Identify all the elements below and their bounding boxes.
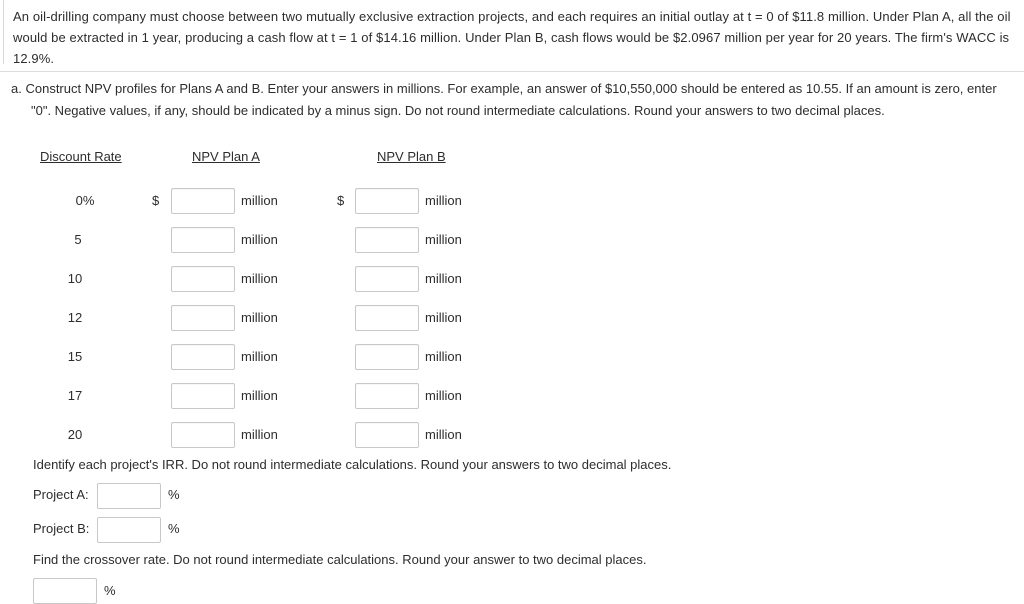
unit-label: million	[241, 232, 278, 247]
discount-rate-cell: 17	[67, 388, 83, 403]
header-npv-plan-a: NPV Plan A	[192, 149, 260, 164]
irr-project-a-input[interactable]	[97, 483, 161, 509]
discount-rate-cell: 15	[67, 349, 83, 364]
npv-plan-b-input[interactable]	[355, 305, 419, 331]
table-row	[0, 266, 1024, 292]
unit-label: million	[425, 232, 462, 247]
npv-plan-a-input[interactable]	[171, 422, 235, 448]
project-a-label: Project A:	[33, 487, 89, 502]
table-row	[0, 305, 1024, 331]
part-a-instructions: Construct NPV profiles for Plans A and B. Enter your answers in millions. For example, an answer of $10,550,000 should be entered as 10.55. If an amount is zero, enter "0". Negative values, if any, should be indicated by a minus sign. Do not round intermediate calculations. Round your answers to two decimal places.	[25, 81, 997, 118]
unit-label: million	[241, 388, 278, 403]
table-row	[0, 188, 1024, 214]
table-row	[0, 227, 1024, 253]
discount-rate-cell: 20	[67, 427, 83, 442]
unit-label: million	[241, 193, 278, 208]
percent-unit: %	[168, 521, 180, 536]
npv-plan-b-input[interactable]	[355, 344, 419, 370]
problem-intro: An oil-drilling company must choose between two mutually exclusive extraction projects, and each requires an initial outlay at t = 0 of $11.8 million. Under Plan A, all the oil would be extracted in 1 year, producing a cash flow at t = 1 of $14.16 million. Under Plan B, cash flows would be $2.0967 million per year for 20 years. The firm's WACC is 12.9%.	[13, 9, 1011, 66]
divider	[0, 71, 1024, 72]
currency-symbol: $	[152, 193, 160, 208]
unit-label: million	[425, 388, 462, 403]
discount-rate-cell: 5	[74, 232, 82, 247]
unit-label: million	[241, 349, 278, 364]
discount-rate-cell: 0%	[75, 193, 95, 208]
header-discount-rate: Discount Rate	[40, 149, 122, 164]
npv-plan-a-input[interactable]	[171, 227, 235, 253]
npv-plan-b-input[interactable]	[355, 188, 419, 214]
discount-rate-cell: 10	[67, 271, 83, 286]
table-row	[0, 344, 1024, 370]
unit-label: million	[425, 271, 462, 286]
percent-unit: %	[104, 583, 116, 598]
part-a-question	[11, 78, 1011, 121]
table-row	[0, 383, 1024, 409]
npv-plan-b-input[interactable]	[355, 227, 419, 253]
unit-label: million	[241, 310, 278, 325]
crossover-rate-input[interactable]	[33, 578, 97, 604]
project-b-label: Project B:	[33, 521, 90, 536]
unit-label: million	[241, 271, 278, 286]
unit-label: million	[425, 310, 462, 325]
table-row	[0, 422, 1024, 448]
irr-instructions: Identify each project's IRR. Do not round intermediate calculations. Round your answers to two decimal places.	[33, 457, 672, 472]
npv-plan-b-input[interactable]	[355, 383, 419, 409]
npv-plan-a-input[interactable]	[171, 266, 235, 292]
npv-plan-a-input[interactable]	[171, 344, 235, 370]
discount-rate-cell: 12	[67, 310, 83, 325]
left-rule	[3, 0, 4, 64]
currency-symbol: $	[337, 193, 345, 208]
crossover-instructions: Find the crossover rate. Do not round intermediate calculations. Round your answer to two decimal places.	[33, 552, 647, 567]
npv-plan-b-input[interactable]	[355, 422, 419, 448]
unit-label: million	[425, 349, 462, 364]
part-a-letter: a.	[11, 81, 22, 96]
npv-plan-b-input[interactable]	[355, 266, 419, 292]
irr-project-b-input[interactable]	[97, 517, 161, 543]
header-npv-plan-b: NPV Plan B	[377, 149, 446, 164]
part-a-text-block	[11, 78, 1011, 121]
unit-label: million	[425, 193, 462, 208]
percent-unit: %	[168, 487, 180, 502]
npv-plan-a-input[interactable]	[171, 383, 235, 409]
unit-label: million	[241, 427, 278, 442]
unit-label: million	[425, 427, 462, 442]
npv-plan-a-input[interactable]	[171, 305, 235, 331]
npv-plan-a-input[interactable]	[171, 188, 235, 214]
